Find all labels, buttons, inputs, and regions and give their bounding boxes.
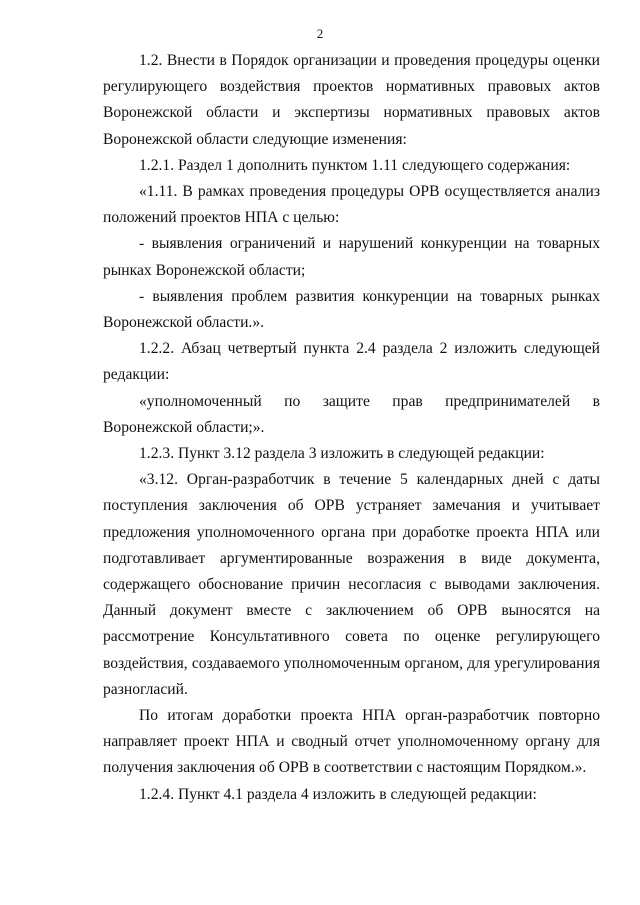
- paragraph-2-4-text: «уполномоченный по защите прав предпринимателей в Воронежской области;».: [103, 392, 600, 436]
- paragraph-1-2: 1.2. Внести в Порядок организации и проведения процедуры оценки регулирующего воздействия проектов нормативных правовых актов Воронежской области и экспертизы нормативных правовых актов Воронежской области следующие изменения:: [103, 52, 600, 148]
- document-body: [103, 48, 600, 808]
- paragraph-1-11-intro: «1.11. В рамках проведения процедуры ОРВ осуществляется анализ положений проектов НПА с целью:: [103, 183, 600, 227]
- paragraph-3-12-text: «3.12. Орган-разработчик в течение 5 календарных дней с даты поступления заключения об ОРВ устраняет замечания и учитывает предложения уполномоченного органа при доработке проекта НПА или подготавливает аргументированные возражения в виде документа, содержащего обоснование причин несогласия с выводами заключения. Данный документ вместе с заключением об ОРВ выносятся на рассмотрение Консультативного совета по оценке регулирующего воздействия, создаваемого уполномоченным органом, для урегулирования разногласий.: [103, 471, 600, 698]
- page-number: 2: [316, 26, 324, 41]
- paragraph-1-2-1: 1.2.1. Раздел 1 дополнить пунктом 1.11 следующего содержания:: [139, 156, 571, 174]
- paragraph-1-11-item-2: - выявления проблем развития конкуренции на товарных рынках Воронежской области.».: [103, 287, 600, 332]
- paragraph-1-2-2: 1.2.2. Абзац четвертый пункта 2.4 раздела 2 изложить следующей редакции:: [103, 340, 600, 384]
- paragraph-1-11-item-1: - выявления ограничений и нарушений конкуренции на товарных рынках Воронежской области;: [103, 235, 600, 279]
- paragraph-1-2-3: 1.2.3. Пункт 3.12 раздела 3 изложить в следующей редакции:: [139, 445, 545, 463]
- paragraph-1-2-4: 1.2.4. Пункт 4.1 раздела 4 изложить в следующей редакции:: [139, 785, 537, 803]
- paragraph-3-12-followup: По итогам доработки проекта НПА орган-разработчик повторно направляет проект НПА и сводный отчет уполномоченному органу для получения заключения об ОРВ в соответствии с настоящим Порядком.».: [103, 707, 600, 777]
